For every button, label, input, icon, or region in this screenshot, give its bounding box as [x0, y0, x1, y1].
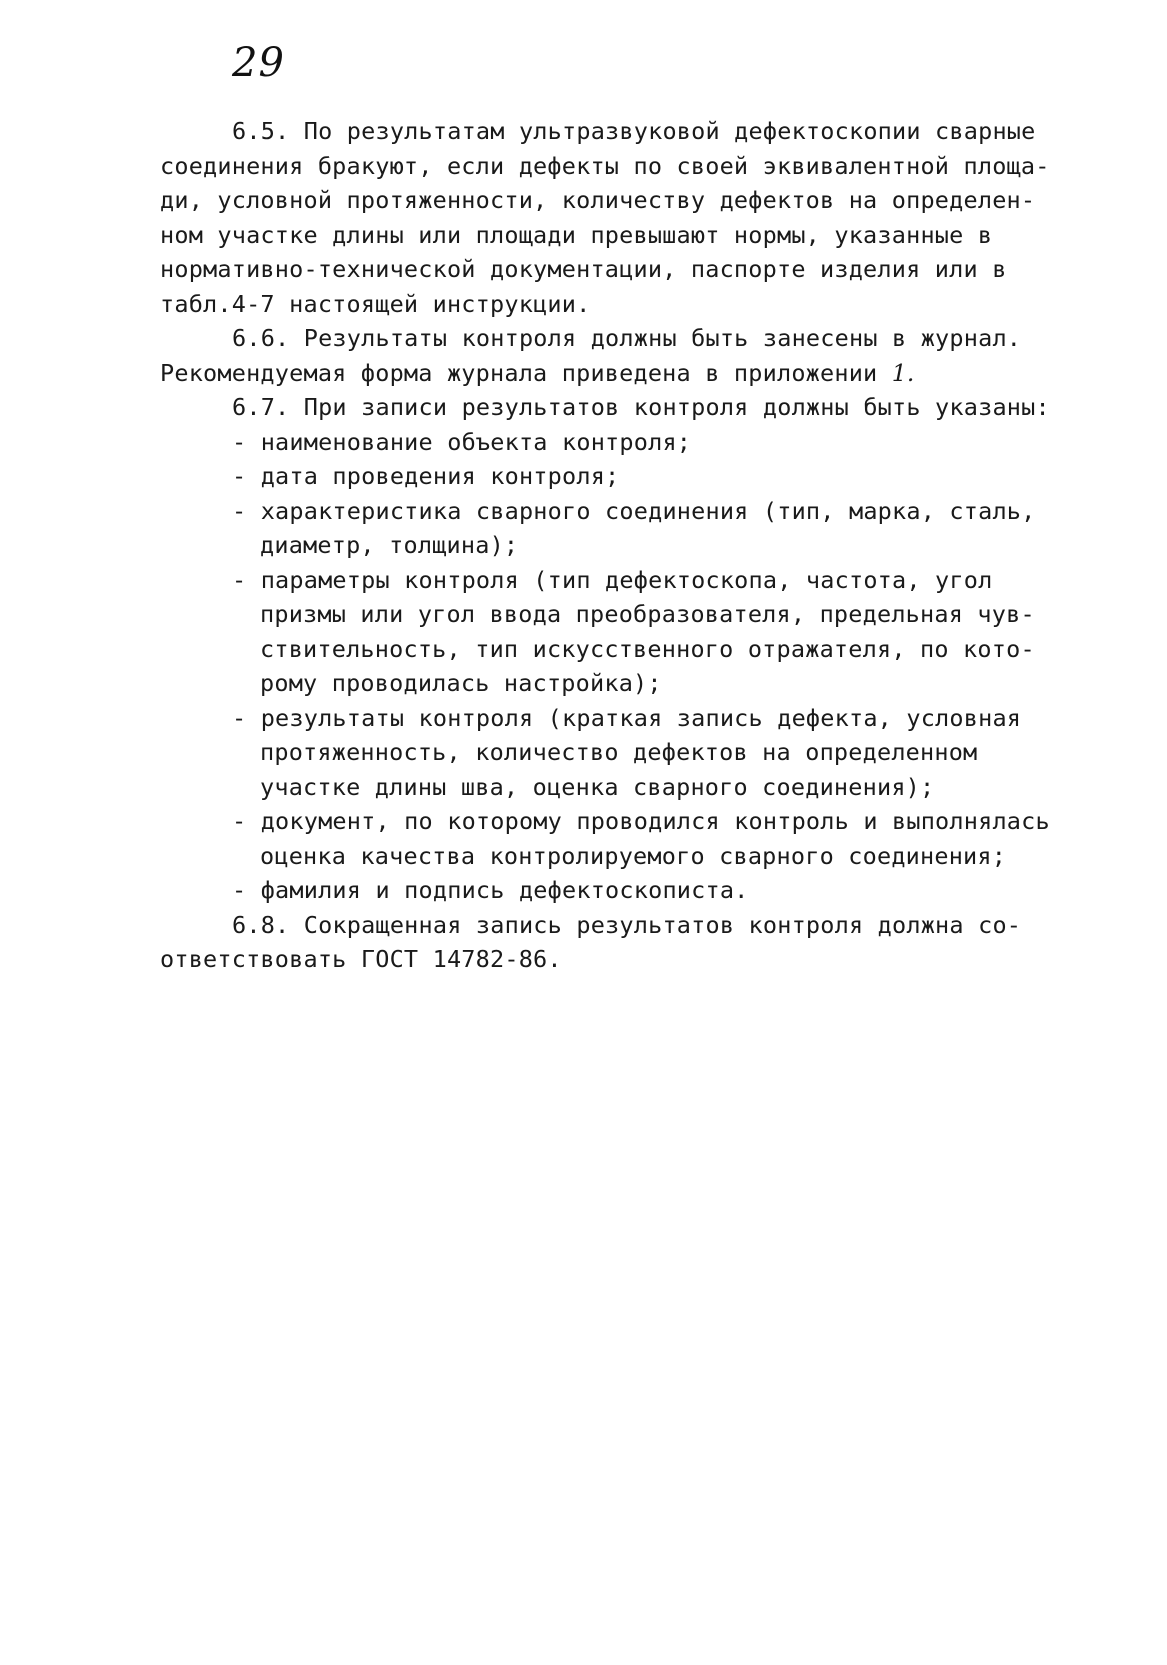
text-line: [160, 114, 1060, 149]
text-line: [160, 218, 1060, 253]
text-line: [160, 908, 1060, 943]
text-block: [160, 114, 1060, 977]
line-text: - фамилия и подпись дефектоскописта.: [232, 876, 749, 904]
line-text: Рекомендуемая форма журнала приведена в приложении: [160, 358, 892, 387]
text-line: [160, 494, 1060, 529]
text-line: [160, 459, 1060, 494]
line-text: 6.6. Результаты контроля должны быть занесены в журнал.: [232, 324, 1022, 352]
line-text: протяженность, количество дефектов на определенном: [260, 738, 978, 766]
text-line: [160, 183, 1060, 218]
line-text: 6.8. Сокращенная запись результатов контроля должна со-: [232, 910, 1022, 939]
text-line: [160, 425, 1060, 460]
line-text: рому проводилась настройка);: [260, 669, 662, 697]
line-text: нормативно-технической документации, паспорте изделия или в: [160, 255, 1007, 283]
text-line: [160, 149, 1060, 184]
line-text: - документ, по которому проводился контроль и выполнялась: [232, 807, 1050, 835]
text-line: [160, 666, 1060, 701]
text-line: [160, 839, 1060, 874]
text-line: [160, 528, 1060, 563]
text-line: [160, 287, 1060, 322]
line-text: 6.7. При записи результатов контроля должны быть указаны:: [232, 393, 1050, 421]
text-line: [160, 942, 1060, 977]
line-text: - результаты контроля (краткая запись дефекта, условная: [232, 703, 1022, 732]
line-text: - наименование объекта контроля;: [232, 427, 692, 456]
text-line: [160, 597, 1060, 632]
text-line: [160, 563, 1060, 598]
handwritten-text: 1.: [891, 358, 915, 387]
line-text: табл.4-7 настоящей инструкции.: [160, 289, 591, 318]
line-text: оценка качества контролируемого сварного соединения;: [260, 841, 1007, 870]
text-line: [160, 770, 1060, 805]
text-line: [160, 804, 1060, 839]
line-text: - параметры контроля (тип дефектоскопа, частота, угол: [232, 565, 993, 594]
line-text: ном участке длины или площади превышают нормы, указанные в: [160, 220, 993, 249]
line-text: ди, условной протяженности, количеству дефектов на определен-: [160, 186, 1036, 214]
line-text: - характеристика сварного соединения (тип, марка, сталь,: [232, 496, 1036, 525]
line-text: призмы или угол ввода преобразователя, предельная чув-: [260, 600, 1035, 628]
text-line: [160, 252, 1060, 287]
line-text: 6.5. По результатам ультразвуковой дефектоскопии сварные: [232, 117, 1036, 145]
line-text: диаметр, толщина);: [260, 531, 519, 559]
text-line: [160, 701, 1060, 736]
line-text: ответствовать ГОСТ 14782-86.: [160, 945, 562, 973]
text-line: [160, 321, 1060, 356]
text-line: [160, 632, 1060, 667]
page-number: 29: [232, 40, 285, 86]
text-line: [160, 356, 1060, 391]
text-line: [160, 735, 1060, 770]
line-text: соединения бракуют, если дефекты по своей эквивалентной площа-: [160, 151, 1050, 180]
line-text: участке длины шва, оценка сварного соединения);: [260, 772, 935, 801]
text-line: [160, 390, 1060, 425]
line-text: - дата проведения контроля;: [232, 462, 620, 490]
text-line: [160, 873, 1060, 908]
line-text: ствительность, тип искусственного отражателя, по кото-: [260, 634, 1035, 663]
